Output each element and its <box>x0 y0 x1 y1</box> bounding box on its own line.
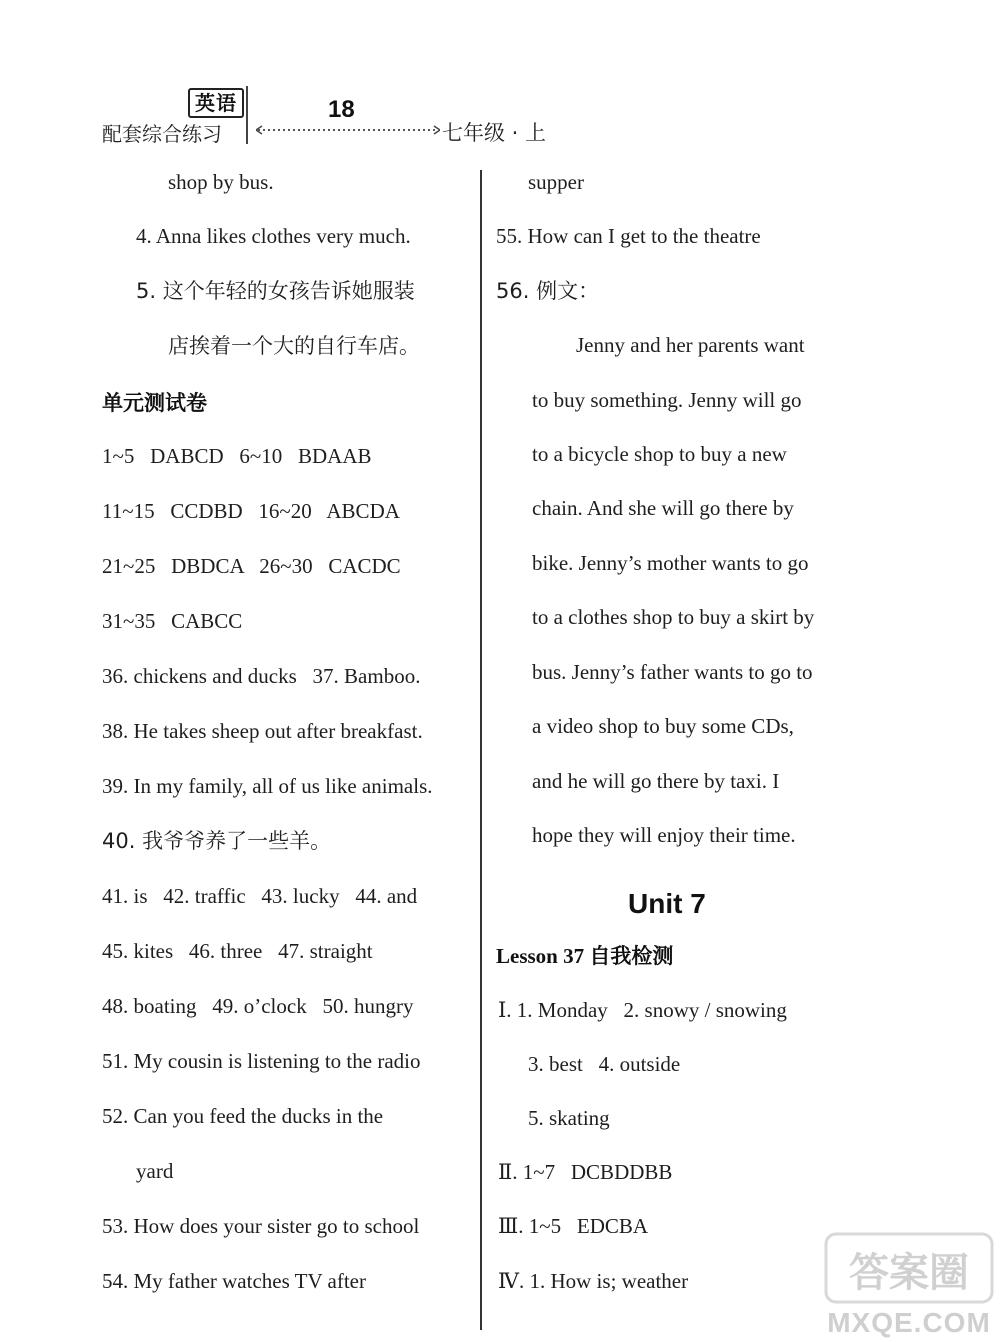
answer-line: 5. skating <box>528 1106 610 1130</box>
answer-line: yard <box>136 1159 174 1183</box>
answer-line: 51. My cousin is listening to the radio <box>102 1049 421 1073</box>
answer-line: 38. He takes sheep out after breakfast. <box>102 719 423 743</box>
essay-line: hope they will enjoy their time. <box>532 823 796 847</box>
answer-line: 53. How does your sister go to school <box>102 1214 420 1238</box>
answer-line: 4. Anna likes clothes very much. <box>136 224 411 248</box>
lesson-heading: Lesson 37 自我检测 <box>496 944 674 968</box>
answer-line: Ⅲ. 1~5 EDCBA <box>498 1214 649 1238</box>
section-heading: 单元测试卷 <box>102 391 207 415</box>
answer-line: 31~35 CABCC <box>102 609 243 633</box>
essay-line: Jenny and her parents want <box>576 333 805 357</box>
watermark-text-top: 答案圈 <box>849 1250 969 1296</box>
answer-line: 52. Can you feed the ducks in the <box>102 1104 384 1128</box>
answer-line: shop by bus. <box>168 170 274 194</box>
answer-line: supper <box>528 170 584 194</box>
answer-line: 5. 这个年轻的女孩告诉她服装 <box>136 279 415 303</box>
essay-line: bike. Jenny’s mother wants to go <box>532 551 809 575</box>
essay-line: and he will go there by taxi. I <box>532 769 780 793</box>
answer-line: 54. My father watches TV after <box>102 1269 366 1293</box>
answer-line: 55. How can I get to the theatre <box>496 224 761 248</box>
essay-line: bus. Jenny’s father wants to go to <box>532 660 813 684</box>
essay-line: a video shop to buy some CDs, <box>532 714 794 738</box>
answer-line: 店挨着一个大的自行车店。 <box>168 334 420 358</box>
watermark-text-bottom: MXQE.COM <box>827 1307 991 1338</box>
essay-line: to a bicycle shop to buy a new <box>532 442 787 466</box>
answer-line: 56. 例文： <box>496 279 600 303</box>
page-header <box>0 0 1000 160</box>
column-divider <box>480 170 482 1330</box>
answer-line: 21~25 DBDCA 26~30 CACDC <box>102 554 401 578</box>
answer-line: 3. best 4. outside <box>528 1052 681 1076</box>
answer-line: 45. kites 46. three 47. straight <box>102 939 373 963</box>
answer-line: Ⅳ. 1. How is; weather <box>498 1269 689 1293</box>
header-divider <box>246 86 248 144</box>
answer-line: Ⅱ. 1~7 DCBDDBB <box>498 1160 673 1184</box>
unit-heading: Unit 7 <box>628 888 706 919</box>
answer-line: 1~5 DABCD 6~10 BDAAB <box>102 444 372 468</box>
answer-line: 36. chickens and ducks 37. Bamboo. <box>102 664 421 688</box>
header-dotted-rule <box>256 124 440 136</box>
series-title: 配套综合练习 <box>102 122 222 146</box>
answer-line: 41. is 42. traffic 43. lucky 44. and <box>102 884 418 908</box>
grade-label: 七年级 · 上 <box>442 121 547 145</box>
answer-line: 40. 我爷爷养了一些羊。 <box>102 829 332 853</box>
essay-line: chain. And she will go there by <box>532 496 794 520</box>
subject-logo: 英语 <box>188 88 244 118</box>
answer-line: Ⅰ. 1. Monday 2. snowy / snowing <box>498 998 787 1022</box>
answer-line: 39. In my family, all of us like animals. <box>102 774 433 798</box>
essay-line: to a clothes shop to buy a skirt by <box>532 605 815 629</box>
page-number: 18 <box>328 96 355 123</box>
answer-line: 48. boating 49. o’clock 50. hungry <box>102 994 414 1018</box>
essay-line: to buy something. Jenny will go <box>532 388 802 412</box>
watermark-logo <box>824 1232 994 1340</box>
answer-line: 11~15 CCDBD 16~20 ABCDA <box>102 499 400 523</box>
